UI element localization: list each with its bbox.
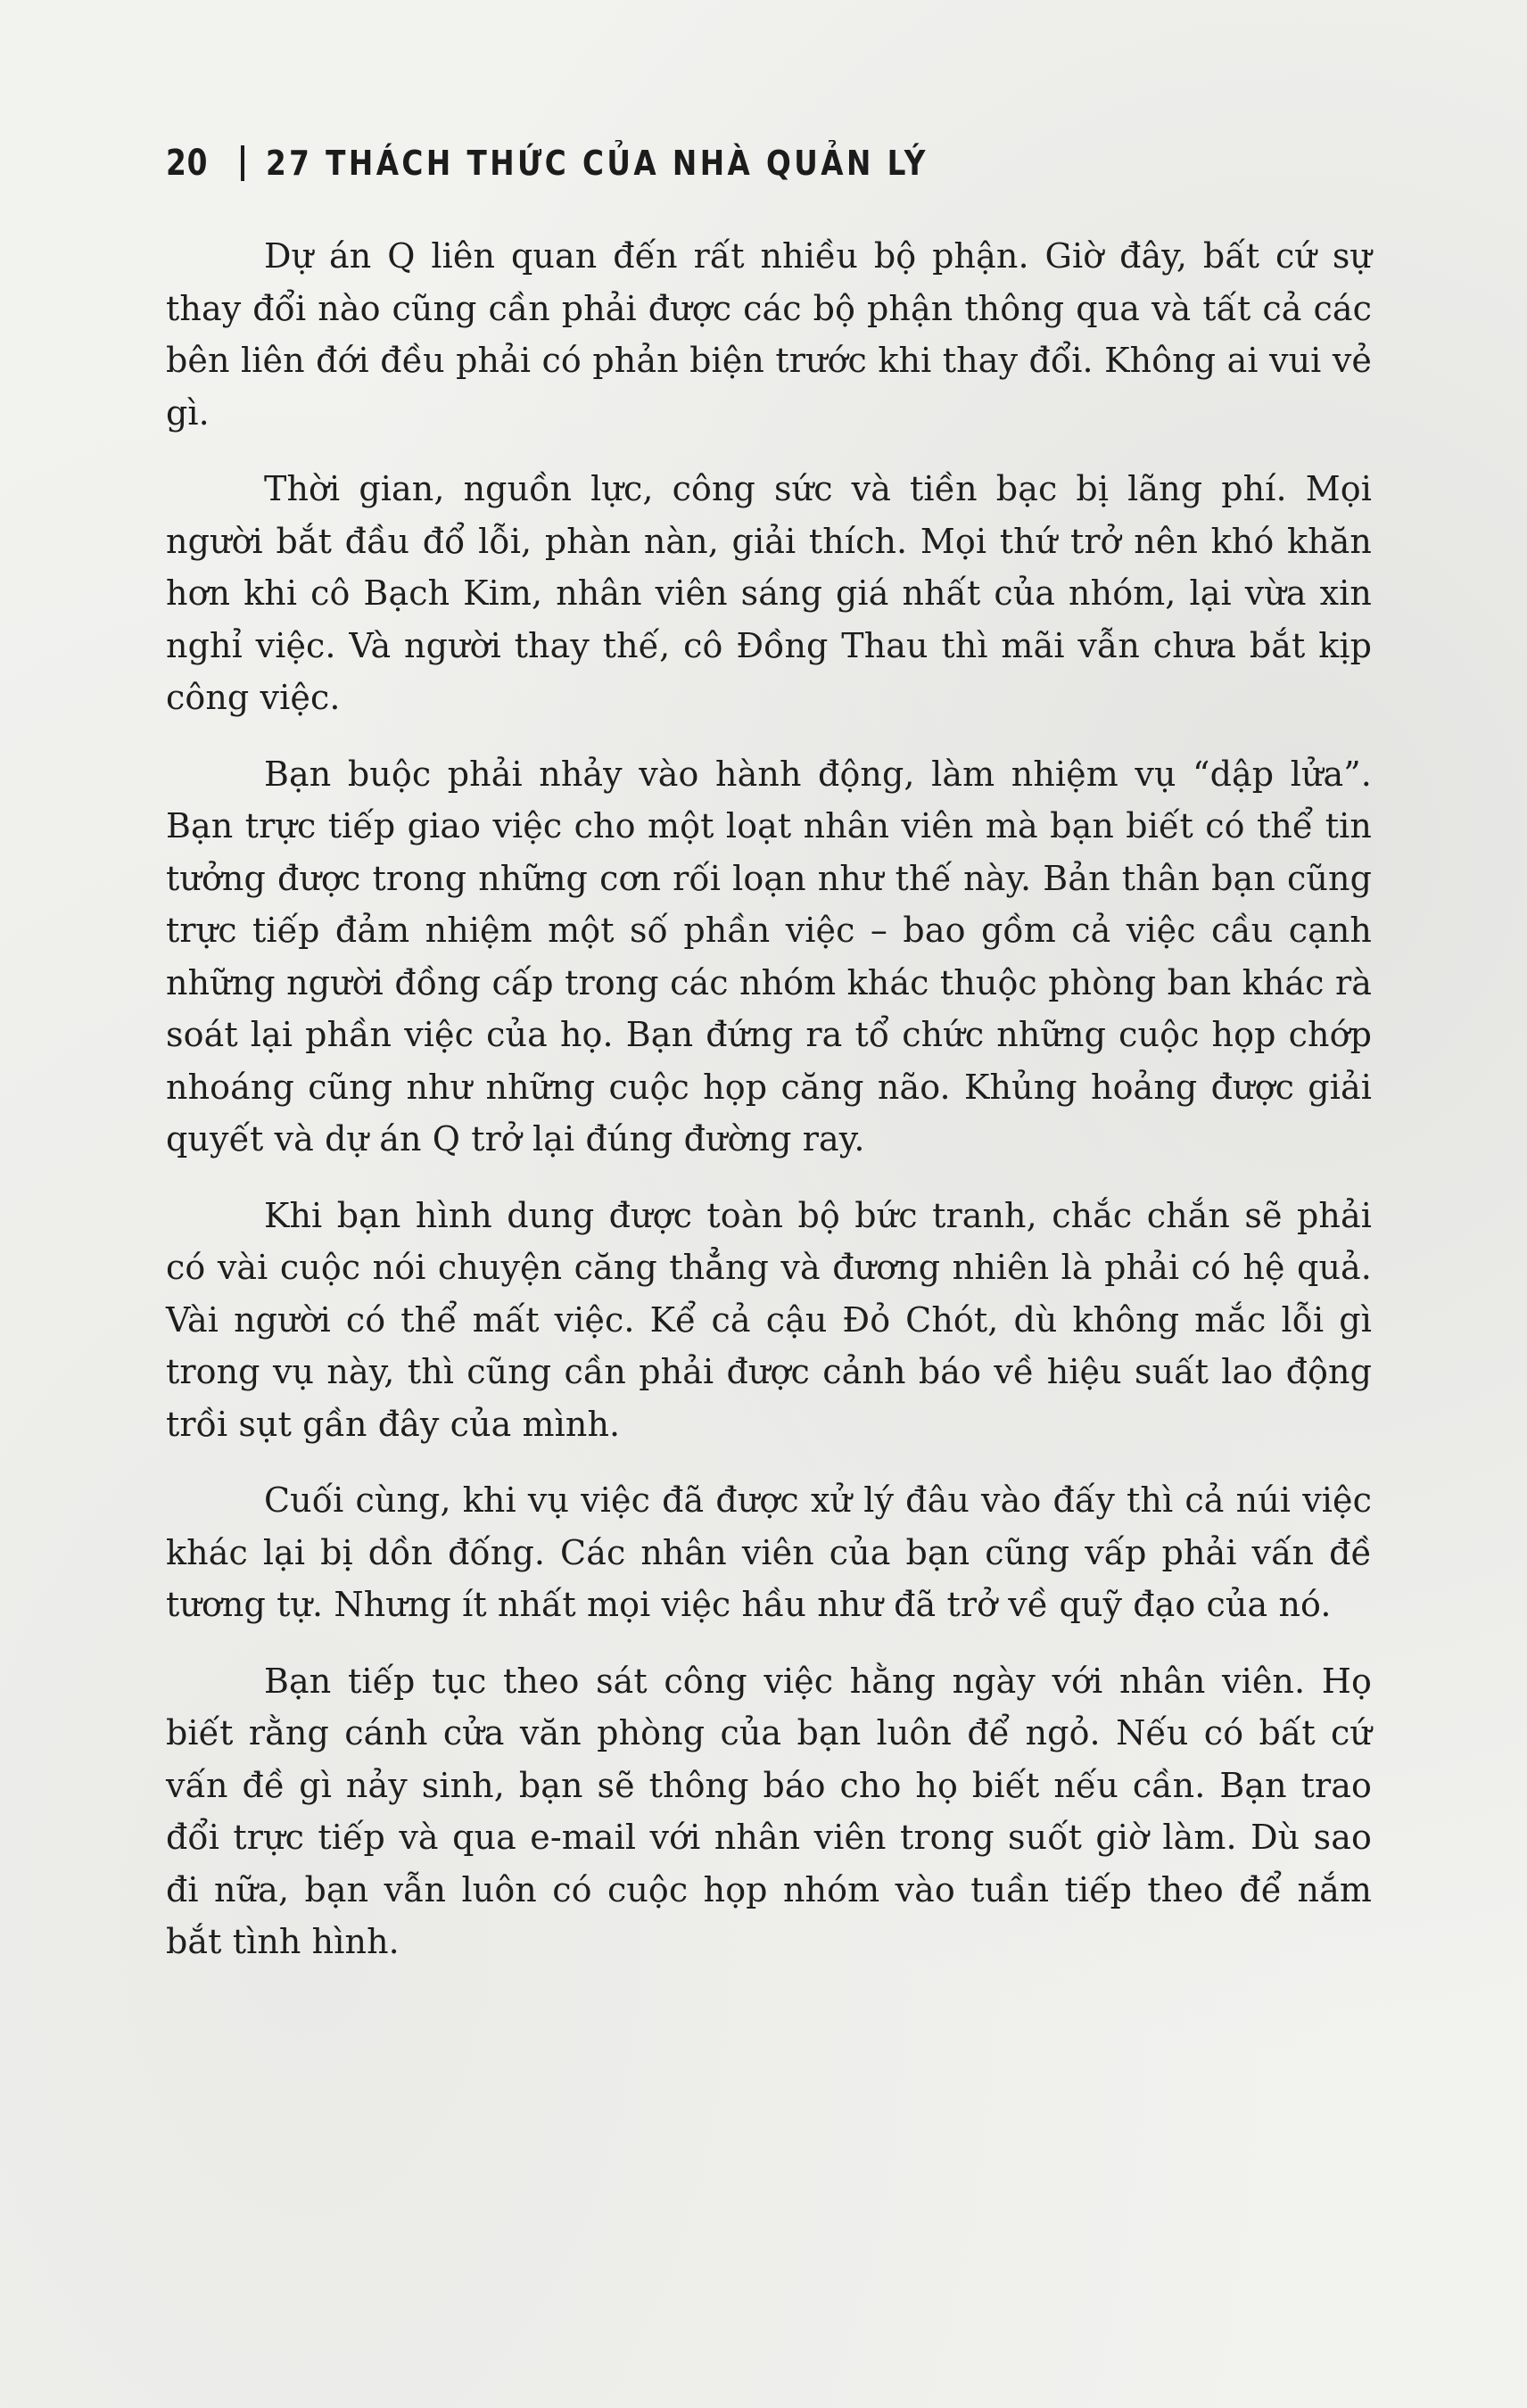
paragraph: Bạn buộc phải nhảy vào hành động, làm nhiệm vụ “dập lửa”. Bạn trực tiếp giao việc cho một loạt nhân viên mà bạn biết có thể tin tưởng được trong những cơn rối loạn như thế này. Bản thân bạn cũng trực tiếp đảm nhiệm một số phần việc – bao gồm cả việc cầu cạnh những người đồng cấp trong các nhóm khác thuộc phòng ban khác rà soát lại phần việc của họ. Bạn đứng ra tổ chức những cuộc họp chớp nhoáng cũng như những cuộc họp căng não. Khủng hoảng được giải quyết và dự án Q trở lại đúng đường ray.	[166, 754, 1372, 1159]
paragraph: Dự án Q liên quan đến rất nhiều bộ phận. Giờ đây, bất cứ sự thay đổi nào cũng cần phải được các bộ phận thông qua và tất cả các bên liên đới đều phải có phản biện trước khi thay đổi. Không ai vui vẻ gì.	[166, 236, 1372, 433]
paragraph: Cuối cùng, khi vụ việc đã được xử lý đâu vào đấy thì cả núi việc khác lại bị dồn đống. Các nhân viên của bạn cũng vấp phải vấn đề tương tự. Nhưng ít nhất mọi việc hầu như đã trở về quỹ đạo của nó.	[166, 1480, 1372, 1624]
paragraph: Bạn tiếp tục theo sát công việc hằng ngày với nhân viên. Họ biết rằng cánh cửa văn phòng của bạn luôn để ngỏ. Nếu có bất cứ vấn đề gì nảy sinh, bạn sẽ thông báo cho họ biết nếu cần. Bạn trao đổi trực tiếp và qua e-mail với nhân viên trong suốt giờ làm. Dù sao đi nữa, bạn vẫn luôn có cuộc họp nhóm vào tuần tiếp theo để nắm bắt tình hình.	[166, 1661, 1372, 1961]
body-text	[166, 230, 1372, 1992]
page-number: 20	[166, 143, 209, 184]
header-divider	[241, 145, 244, 181]
paragraph: Thời gian, nguồn lực, công sức và tiền bạc bị lãng phí. Mọi người bắt đầu đổ lỗi, phàn nàn, giải thích. Mọi thứ trở nên khó khăn hơn khi cô Bạch Kim, nhân viên sáng giá nhất của nhóm, lại vừa xin nghỉ việc. Và người thay thế, cô Đồng Thau thì mãi vẫn chưa bắt kịp công việc.	[166, 469, 1372, 717]
running-header	[166, 143, 1036, 184]
paragraph: Khi bạn hình dung được toàn bộ bức tranh, chắc chắn sẽ phải có vài cuộc nói chuyện căng thẳng và đương nhiên là phải có hệ quả. Vài người có thể mất việc. Kể cả cậu Đỏ Chót, dù không mắc lỗi gì trong vụ này, thì cũng cần phải được cảnh báo về hiệu suất lao động trồi sụt gần đây của mình.	[166, 1195, 1372, 1444]
book-title: 27 THÁCH THỨC CỦA NHÀ QUẢN LÝ	[266, 144, 929, 183]
